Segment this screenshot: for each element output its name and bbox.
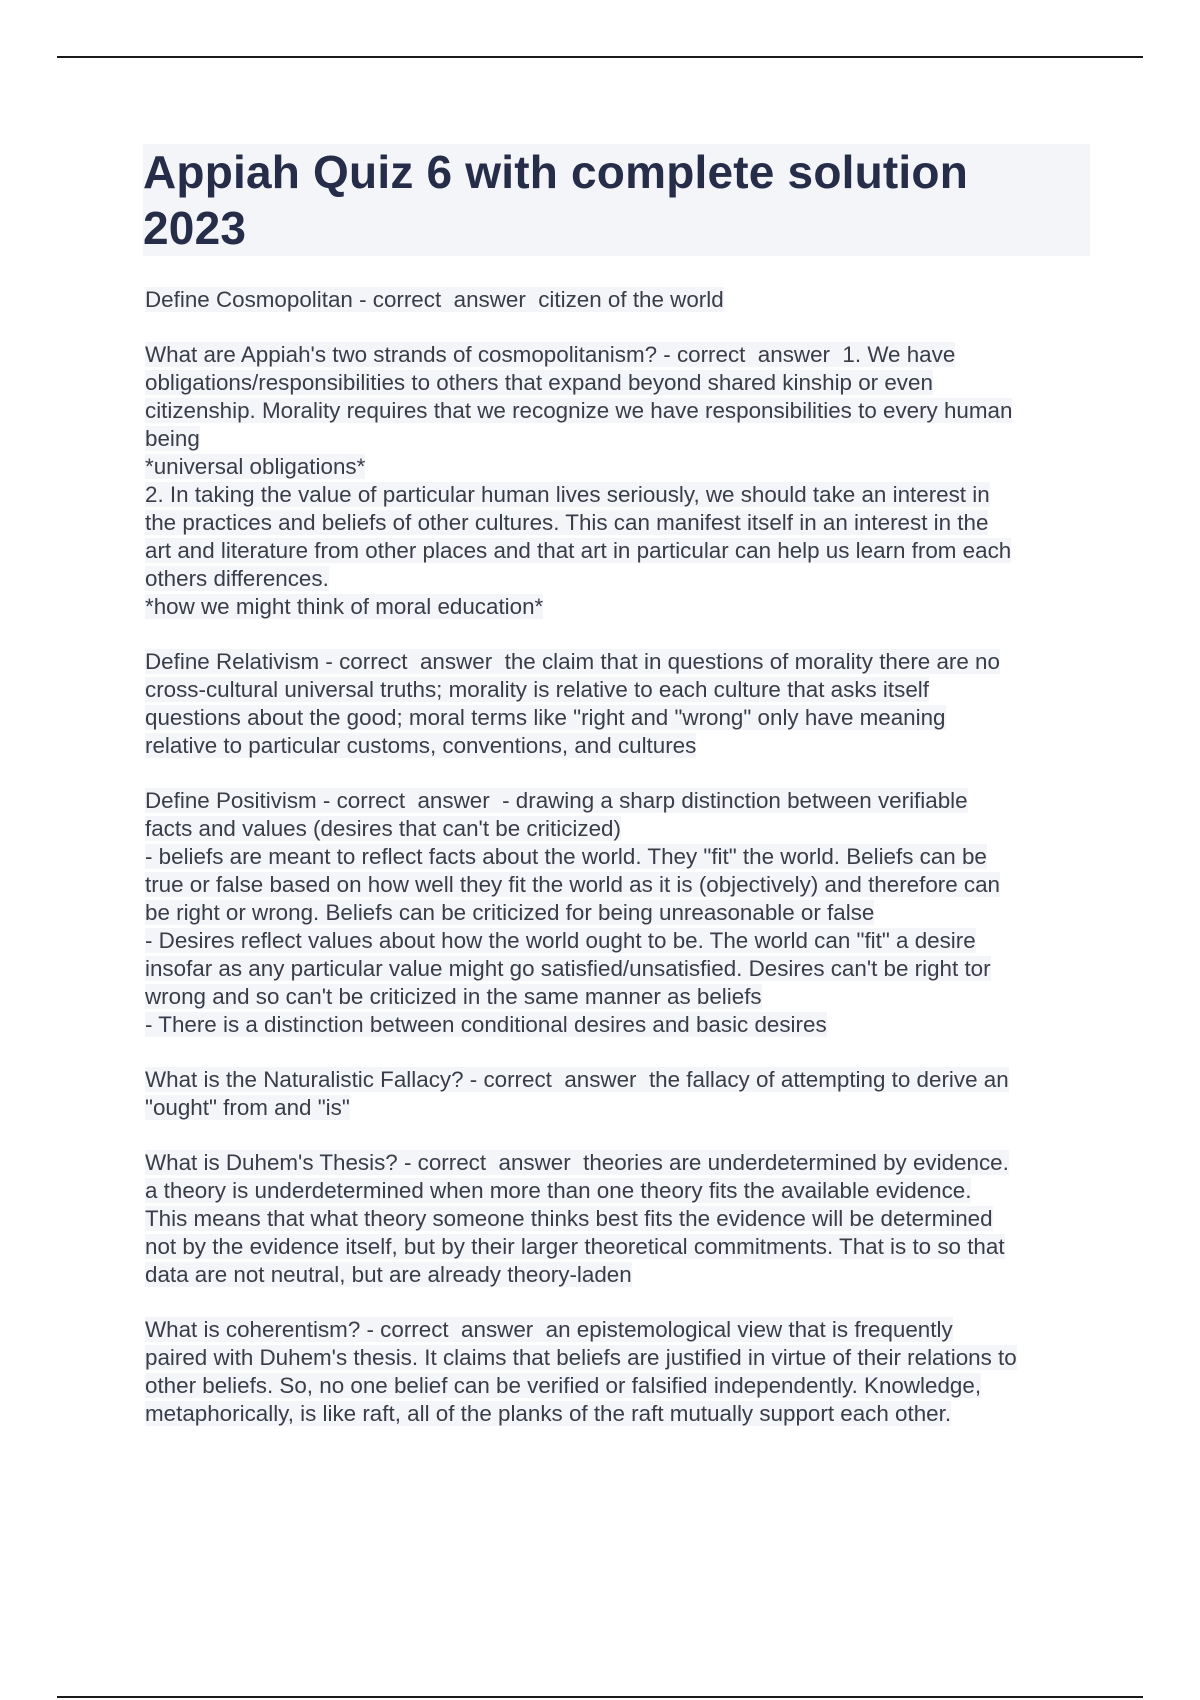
- qa-text-line: citizenship. Morality requires that we recognize we have responsibilities to every human: [145, 398, 1013, 423]
- qa-text-line: being: [145, 426, 200, 451]
- qa-text-line: *universal obligations*: [145, 454, 366, 479]
- qa-item: [145, 1149, 1090, 1289]
- qa-text-line: data are not neutral, but are already theory-laden: [145, 1262, 632, 1287]
- qa-text-line: What is coherentism? - correct answer an epistemological view that is frequently: [145, 1317, 953, 1342]
- qa-text-line: art and literature from other places and that art in particular can help us learn from each: [145, 538, 1012, 563]
- qa-text-line: questions about the good; moral terms like "right and "wrong" only have meaning: [145, 705, 946, 730]
- qa-text-line: metaphorically, is like raft, all of the planks of the raft mutually support each other.: [145, 1401, 952, 1426]
- qa-text-line: - Desires reflect values about how the world ought to be. The world can "fit" a desire: [145, 928, 976, 953]
- qa-text-line: the practices and beliefs of other cultures. This can manifest itself in an interest in the: [145, 510, 989, 535]
- qa-item: [145, 1316, 1090, 1428]
- qa-text-line: Define Relativism - correct answer the claim that in questions of morality there are no: [145, 649, 1000, 674]
- title-line: Appiah Quiz 6 with complete solution: [143, 146, 969, 198]
- qa-text-line: relative to particular customs, conventions, and cultures: [145, 733, 697, 758]
- qa-text-line: 2. In taking the value of particular human lives seriously, we should take an interest in: [145, 482, 990, 507]
- qa-item: [145, 341, 1090, 621]
- qa-text-line: *how we might think of moral education*: [145, 594, 544, 619]
- qa-text-line: What are Appiah's two strands of cosmopolitanism? - correct answer 1. We have: [145, 342, 956, 367]
- qa-text-line: not by the evidence itself, but by their larger theoretical commitments. That is to so that: [145, 1234, 1005, 1259]
- qa-text-line: - beliefs are meant to reflect facts about the world. They "fit" the world. Beliefs can be: [145, 844, 987, 869]
- qa-text-line: paired with Duhem's thesis. It claims that beliefs are justified in virtue of their relations to: [145, 1345, 1017, 1370]
- qa-item: [145, 787, 1090, 1039]
- qa-text-line: - There is a distinction between conditional desires and basic desires: [145, 1012, 827, 1037]
- qa-text-line: others differences.: [145, 566, 329, 591]
- title-line: 2023: [143, 202, 247, 254]
- qa-text-line: a theory is underdetermined when more than one theory fits the available evidence.: [145, 1178, 972, 1203]
- qa-text-line: insofar as any particular value might go satisfied/unsatisfied. Desires can't be right tor: [145, 956, 991, 981]
- qa-text-line: What is the Naturalistic Fallacy? - correct answer the fallacy of attempting to derive an: [145, 1067, 1009, 1092]
- document-title: [143, 144, 1084, 256]
- qa-item: [145, 1066, 1090, 1122]
- title-block: [143, 144, 1090, 256]
- qa-text-line: "ought" from and "is": [145, 1095, 350, 1120]
- qa-text-line: cross-cultural universal truths; morality is relative to each culture that asks itself: [145, 677, 929, 702]
- qa-text-line: This means that what theory someone thinks best fits the evidence will be determined: [145, 1206, 993, 1231]
- header-rule: [57, 56, 1143, 58]
- qa-text-line: Define Cosmopolitan - correct answer citizen of the world: [145, 287, 724, 312]
- qa-text-line: wrong and so can't be criticized in the same manner as beliefs: [145, 984, 762, 1009]
- qa-item: [145, 286, 1090, 314]
- document-body: [145, 144, 1090, 1455]
- qa-text-line: other beliefs. So, no one belief can be verified or falsified independently. Knowledge,: [145, 1373, 982, 1398]
- qa-text-line: obligations/responsibilities to others that expand beyond shared kinship or even: [145, 370, 933, 395]
- qa-text-line: What is Duhem's Thesis? - correct answer theories are underdetermined by evidence.: [145, 1150, 1009, 1175]
- qa-text-line: true or false based on how well they fit the world as it is (objectively) and therefore can: [145, 872, 1001, 897]
- qa-text-line: facts and values (desires that can't be criticized): [145, 816, 621, 841]
- qa-item: [145, 648, 1090, 760]
- qa-text-line: be right or wrong. Beliefs can be criticized for being unreasonable or false: [145, 900, 875, 925]
- qa-text-line: Define Positivism - correct answer - drawing a sharp distinction between verifiable: [145, 788, 968, 813]
- footer-rule: [57, 1696, 1143, 1698]
- qa-list: [145, 286, 1090, 1428]
